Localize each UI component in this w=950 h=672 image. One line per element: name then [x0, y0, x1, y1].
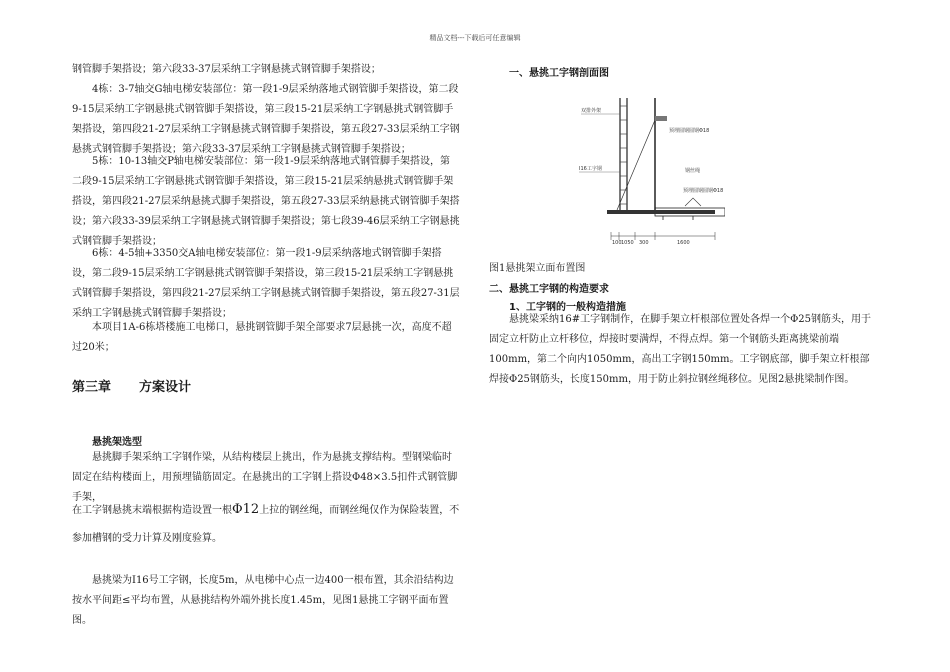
dim-100: 100 — [612, 240, 622, 246]
i-beam — [607, 210, 715, 214]
paragraph-beam-spec: 悬挑梁为I16号工字钢，长度5m，从电梯中心点一边400一根布置，其余沿结构边按水平间距≤平均布置，从悬挑结构外端外挑长度1.45m，见图1悬挑工字钢平面布置图。 — [72, 575, 454, 626]
dim-300: 300 — [639, 240, 649, 246]
paragraph-building-4: 4栋：3-7轴交G轴电梯安装部位：第一段1-9层采纳落地式钢管脚手架搭设，第二段9-15层采纳工字钢悬挑式钢管脚手架搭设，第三段15-21层采纳工字钢悬挑式钢管脚手架搭设，第四段21-27层采纳工字钢悬挑式钢管脚手架搭设，第五段27-33层采纳工字钢悬挑式钢管脚手架搭设；第六段33-37层采纳工字钢悬挑式钢管脚手架搭设； — [72, 84, 460, 155]
page-header: 精品文档---下载后可任意编辑 — [429, 34, 521, 42]
wire-rope-text-a: 在工字钢悬挑末端根据构造设置一根 — [72, 505, 232, 516]
label-wire-rope: 钢丝绳 — [685, 168, 701, 174]
paragraph-measures: 悬挑梁采纳16#工字钢制作，在脚手架立杆根部位置处各焊一个Φ25钢筋头，用于固定立杆防止立杆移位，焊接时要满焊，不得点焊。第一个钢筋头距离挑梁前端100mm，第二个向内1050mm，高出工字钢150mm。工字钢底部，脚手架立杆根部焊接Φ25钢筋头，长度150mm，用于防止斜拉钢丝绳移位。见图2悬挑梁制作图。 — [489, 314, 872, 385]
dim-1050: 1050 — [621, 240, 634, 246]
label-anchor-top: 预埋圆钢圆钢Φ18 — [669, 128, 710, 134]
paragraph-project-note: 本项目1A-6栋塔楼施工电梯口，悬挑钢管脚手架全部要求7层悬挑一次，高度不超过20米； — [72, 322, 452, 353]
paragraph-building-6: 6栋：4-5轴+3350交A轴电梯安装部位：第一段1-9层采纳落地式钢管脚手架搭设，第二段9-15层采纳工字钢悬挑式钢管脚手架搭设，第三段15-21层采纳工字钢悬挑式钢管脚手架搭设，第四段21-27层采纳工字钢悬挑式钢管脚手架搭设，第五段27-31层采纳工字钢悬挑式钢管脚手架搭设； — [72, 248, 460, 319]
section-heading-selection: 悬挑架选型 — [92, 437, 142, 448]
wire-rope-text-b: 上拉的钢丝绳，而钢丝绳仅作为保险装置，不参加槽钢的受力计算及刚度验算。 — [72, 505, 460, 544]
figure-caption: 图1悬挑架立面布置图 — [489, 263, 586, 274]
chapter-title: 方案设计 — [139, 380, 192, 395]
section-heading-profile: 一、悬挑工字钢剖面图 — [509, 68, 609, 79]
chapter-heading — [72, 376, 219, 395]
paragraph-selection: 悬挑脚手架采纳工字钢作梁，从结构楼层上挑出，作为悬挑支撑结构。型钢梁临时固定在结构楼面上，用预埋锚筋固定。在悬挑出的工字钢上搭设Φ48×3.5扣件式钢管脚手架， — [72, 452, 458, 503]
wire-rope-spec: Φ12 — [232, 502, 260, 517]
anchor-hook — [685, 198, 701, 206]
paragraph-wire-rope — [72, 496, 460, 553]
wire-rope-line — [617, 120, 655, 210]
paragraph-continuation: 钢管脚手架搭设；第六段33-37层采纳工字钢悬挑式钢管脚手架搭设； — [72, 64, 381, 75]
section-heading-requirements: 二、悬挑工字钢的构造要求 — [489, 284, 609, 295]
chapter-number: 第三章 — [72, 380, 112, 395]
subsection-heading-measures: 1、工字钢的一般构造措施 — [509, 302, 626, 313]
label-anchor-bottom: 预埋圆钢圆钢Φ18 — [683, 188, 724, 194]
cantilever-section-figure — [575, 98, 725, 248]
label-i-beam: I16工字钢 — [579, 166, 602, 172]
upper-floor-slab — [655, 116, 667, 121]
label-outer-scaffold: 双排外架 — [581, 108, 602, 114]
dim-1600: 1600 — [677, 240, 690, 246]
paragraph-building-5: 5栋：10-13轴交P轴电梯安装部位：第一段1-9层采纳落地式钢管脚手架搭设，第二段9-15层采纳工字钢悬挑式钢管脚手架搭设，第三段15-21层采纳悬挑式钢管脚手架搭设，第四段21-27层采纳悬挑式脚手架搭设，第五段27-33层采纳悬挑式钢管脚手架搭设；第六段33-39层采纳工字钢悬挑式钢管脚手架搭设；第七段39-46层采纳工字钢悬挑式钢管脚手架搭设； — [72, 156, 460, 247]
